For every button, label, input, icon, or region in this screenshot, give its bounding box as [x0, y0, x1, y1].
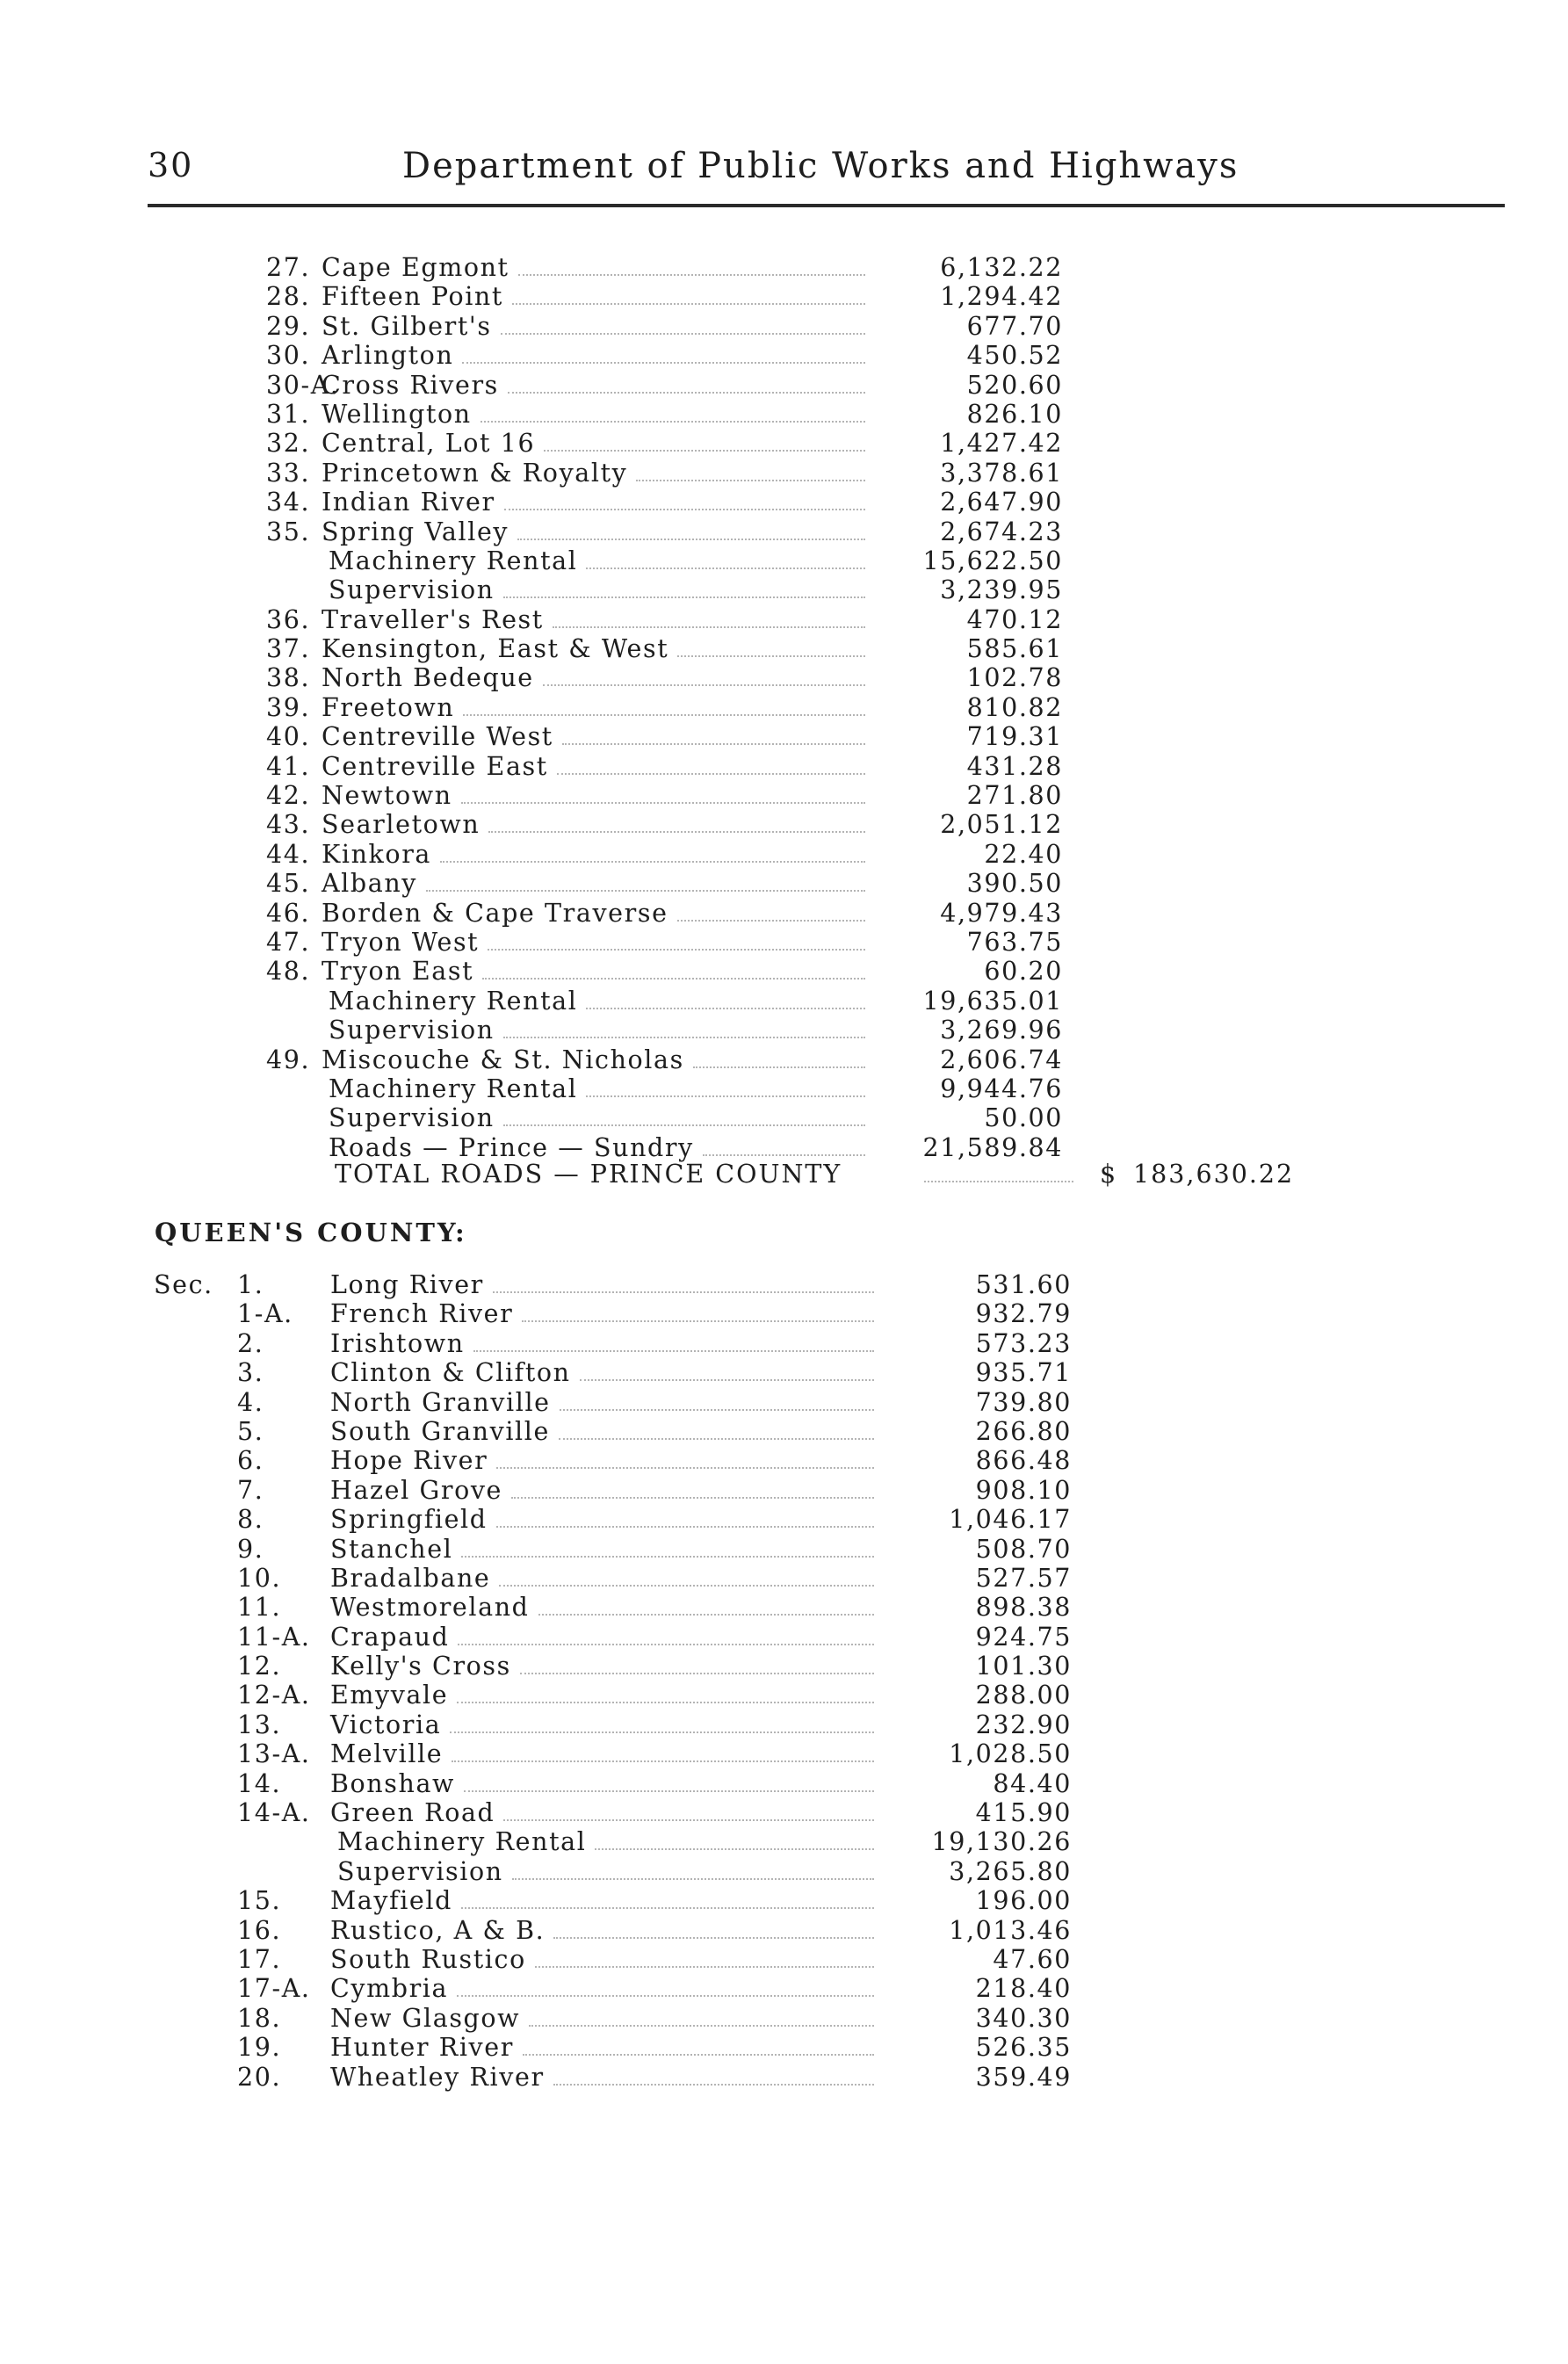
table-row	[0, 869, 1568, 898]
table-row	[0, 400, 1568, 429]
dot-leader	[517, 539, 865, 540]
dot-leader	[553, 626, 865, 628]
road-amount: 531.60	[975, 1270, 1072, 1299]
road-amount: 573.23	[975, 1328, 1072, 1358]
table-row	[0, 1388, 1568, 1417]
road-name: Emyvale	[330, 1681, 449, 1710]
dot-leader	[586, 1008, 865, 1009]
dot-leader	[503, 1037, 865, 1038]
page-number: 30	[148, 146, 194, 184]
road-number: 13-A.	[237, 1739, 311, 1769]
road-amount: 102.78	[966, 663, 1063, 693]
dot-leader	[512, 1878, 874, 1880]
dot-leader	[457, 1702, 874, 1703]
road-amount: 908.10	[975, 1475, 1072, 1505]
road-name: New Glasgow	[330, 2003, 521, 2033]
road-number: 38.	[266, 663, 311, 693]
dot-leader	[450, 1731, 874, 1733]
road-number: 34.	[266, 488, 311, 517]
road-name: Roads — Prince — Sundry	[329, 1132, 694, 1162]
road-number: 20.	[237, 2062, 282, 2092]
dot-leader	[482, 978, 865, 980]
road-name: Westmoreland	[330, 1593, 530, 1623]
road-name: Tryon East	[322, 957, 474, 987]
table-row	[0, 1299, 1568, 1328]
road-amount: 266.80	[975, 1416, 1072, 1446]
road-amount: 3,265.80	[949, 1856, 1072, 1886]
road-amount: 527.57	[975, 1563, 1072, 1593]
road-number: 15.	[237, 1886, 282, 1916]
dot-leader	[457, 1995, 874, 1997]
table-row	[0, 1133, 1568, 1162]
dot-leader	[503, 1819, 874, 1821]
road-number: 43.	[266, 810, 311, 840]
road-amount: 3,239.95	[940, 575, 1063, 605]
table-row	[0, 810, 1568, 839]
road-name: Wellington	[322, 399, 472, 429]
total-label: TOTAL ROADS — PRINCE COUNTY	[335, 1160, 842, 1189]
road-number: 18.	[237, 2003, 282, 2033]
road-amount: 3,378.61	[940, 458, 1063, 488]
road-number: 28.	[266, 282, 311, 312]
road-number: 41.	[266, 751, 311, 781]
road-name: Supervision	[329, 1103, 495, 1133]
road-name: Hunter River	[330, 2033, 514, 2063]
road-name: French River	[330, 1299, 514, 1329]
road-amount: 271.80	[966, 781, 1063, 811]
road-name: Supervision	[329, 1016, 495, 1045]
table-row	[0, 341, 1568, 370]
road-amount: 2,674.23	[940, 517, 1063, 546]
running-title: Department of Public Works and Highways	[402, 146, 1239, 186]
road-amount: 218.40	[975, 1974, 1072, 2004]
dot-leader	[493, 1291, 874, 1293]
road-amount: 390.50	[966, 869, 1063, 899]
road-name: Irishtown	[330, 1328, 465, 1358]
table-row	[0, 546, 1568, 575]
currency-symbol: $	[1100, 1160, 1118, 1189]
dot-leader	[693, 1066, 865, 1068]
prince-county-total-row	[0, 1160, 1568, 1191]
road-number: 2.	[237, 1328, 264, 1358]
road-amount: 22.40	[984, 839, 1063, 869]
road-number: 17.	[237, 1944, 282, 1974]
road-name: Machinery Rental	[329, 546, 578, 575]
road-amount: 470.12	[966, 604, 1063, 634]
road-number: 9.	[237, 1534, 264, 1564]
dot-leader	[440, 861, 865, 863]
road-amount: 47.60	[993, 1944, 1072, 1974]
road-name: North Bedeque	[322, 663, 534, 693]
table-row	[0, 2033, 1568, 2062]
dot-leader	[488, 831, 865, 833]
road-name: Supervision	[337, 1856, 503, 1886]
dot-leader	[522, 1320, 874, 1322]
dot-leader	[426, 890, 865, 892]
dot-leader	[464, 1790, 874, 1792]
road-amount: 935.71	[975, 1358, 1072, 1388]
table-row	[0, 459, 1568, 488]
road-name: Green Road	[330, 1798, 495, 1828]
road-number: 44.	[266, 839, 311, 869]
table-row	[0, 1857, 1568, 1886]
road-number: 16.	[237, 1915, 282, 1945]
dot-leader	[496, 1526, 874, 1528]
road-name: Centreville East	[322, 751, 548, 781]
dot-leader	[508, 392, 865, 394]
queens-county-roads-list	[0, 1270, 1568, 2092]
road-name: Mayfield	[330, 1886, 452, 1916]
road-name: Hazel Grove	[330, 1475, 503, 1505]
dot-leader	[560, 1409, 874, 1411]
road-name: Arlington	[322, 341, 454, 371]
road-name: Cymbria	[330, 1974, 449, 2004]
table-row	[0, 1945, 1568, 1974]
road-amount: 763.75	[966, 927, 1063, 957]
road-name: Kinkora	[322, 839, 432, 869]
road-number: 11-A.	[237, 1622, 311, 1652]
road-name: Kelly's Cross	[330, 1652, 511, 1681]
road-amount: 1,013.46	[949, 1915, 1072, 1945]
table-row	[0, 693, 1568, 722]
road-number: 14-A.	[237, 1798, 311, 1828]
table-row	[0, 429, 1568, 458]
table-row	[0, 1886, 1568, 1915]
table-row	[0, 605, 1568, 634]
road-amount: 288.00	[975, 1681, 1072, 1710]
road-number: 31.	[266, 399, 311, 429]
road-number: 8.	[237, 1505, 264, 1535]
table-row	[0, 1446, 1568, 1475]
dot-leader	[580, 1379, 874, 1381]
table-row	[0, 371, 1568, 400]
road-number: 6.	[237, 1446, 264, 1476]
table-row	[0, 840, 1568, 869]
road-name: Cross Rivers	[322, 370, 499, 400]
road-name: Stanchel	[330, 1534, 453, 1564]
road-amount: 2,606.74	[940, 1045, 1063, 1074]
road-number: 3.	[237, 1358, 264, 1388]
road-amount: 101.30	[975, 1652, 1072, 1681]
dot-leader	[924, 1181, 1073, 1182]
dot-leader	[557, 773, 865, 775]
dot-leader	[512, 303, 865, 305]
table-row	[0, 2063, 1568, 2092]
dot-leader	[488, 949, 865, 951]
road-name: St. Gilbert's	[322, 311, 492, 341]
road-number: 14.	[237, 1768, 282, 1798]
dot-leader	[595, 1848, 874, 1850]
road-number: 42.	[266, 781, 311, 811]
road-number: 33.	[266, 458, 311, 488]
dot-leader	[677, 920, 865, 922]
road-amount: 21,589.84	[922, 1132, 1063, 1162]
dot-leader	[553, 2084, 874, 2086]
table-row	[0, 987, 1568, 1016]
dot-leader	[511, 1497, 874, 1499]
road-name: Spring Valley	[322, 517, 509, 546]
road-number: 36.	[266, 604, 311, 634]
dot-leader	[703, 1154, 865, 1156]
table-row	[0, 781, 1568, 810]
road-name: Supervision	[329, 575, 495, 605]
road-number: 11.	[237, 1593, 282, 1623]
road-amount: 359.49	[975, 2062, 1072, 2092]
road-name: Albany	[322, 869, 417, 899]
table-row	[0, 752, 1568, 781]
road-number: 45.	[266, 869, 311, 899]
dot-leader	[461, 1907, 874, 1909]
dot-leader	[452, 1760, 874, 1762]
table-row	[0, 253, 1568, 282]
road-number: 47.	[266, 927, 311, 957]
road-name: Central, Lot 16	[322, 429, 536, 459]
road-name: Borden & Cape Traverse	[322, 898, 668, 928]
dot-leader	[503, 1124, 865, 1126]
dot-leader	[518, 274, 865, 276]
dot-leader	[458, 1644, 874, 1645]
table-row	[0, 928, 1568, 957]
dot-leader	[523, 2054, 874, 2056]
road-name: Machinery Rental	[337, 1827, 587, 1857]
road-number: 5.	[237, 1416, 264, 1446]
road-name: Centreville West	[322, 722, 553, 752]
road-amount: 196.00	[975, 1886, 1072, 1916]
road-amount: 415.90	[975, 1798, 1072, 1828]
road-amount: 866.48	[975, 1446, 1072, 1476]
road-number: 12.	[237, 1652, 282, 1681]
road-number: 30.	[266, 341, 311, 371]
table-row	[0, 1358, 1568, 1387]
road-number: 35.	[266, 517, 311, 546]
road-number: 1.	[237, 1270, 264, 1299]
road-number: 27.	[266, 253, 311, 282]
road-amount: 60.20	[984, 957, 1063, 987]
section-prefix: Sec.	[154, 1270, 213, 1299]
road-amount: 1,028.50	[949, 1739, 1072, 1769]
dot-leader	[535, 1966, 874, 1968]
road-amount: 50.00	[984, 1103, 1063, 1133]
road-number: 7.	[237, 1475, 264, 1505]
table-row	[0, 1827, 1568, 1856]
road-name: Fifteen Point	[322, 282, 503, 312]
road-number: 32.	[266, 429, 311, 459]
table-row	[0, 1417, 1568, 1446]
road-amount: 2,051.12	[940, 810, 1063, 840]
table-row	[0, 722, 1568, 751]
road-name: South Granville	[330, 1416, 550, 1446]
road-name: Traveller's Rest	[322, 604, 544, 634]
road-number: 29.	[266, 311, 311, 341]
road-number: 39.	[266, 692, 311, 722]
table-row	[0, 634, 1568, 663]
road-number: 1-A.	[237, 1299, 293, 1329]
road-amount: 826.10	[966, 399, 1063, 429]
table-row	[0, 312, 1568, 341]
road-name: Long River	[330, 1270, 484, 1299]
table-row	[0, 1623, 1568, 1652]
dot-leader	[463, 714, 865, 716]
road-amount: 6,132.22	[940, 253, 1063, 282]
table-row	[0, 1681, 1568, 1710]
road-name: Bradalbane	[330, 1563, 491, 1593]
table-row	[0, 899, 1568, 928]
road-name: Freetown	[322, 692, 455, 722]
road-amount: 719.31	[966, 722, 1063, 752]
road-name: Clinton & Clifton	[330, 1358, 571, 1388]
table-row	[0, 1798, 1568, 1827]
road-name: Victoria	[330, 1710, 442, 1739]
dot-leader	[461, 802, 865, 804]
road-number: 46.	[266, 898, 311, 928]
table-row	[0, 1329, 1568, 1358]
table-row	[0, 1505, 1568, 1534]
road-number: 4.	[237, 1387, 264, 1417]
road-amount: 19,635.01	[922, 986, 1063, 1016]
dot-leader	[636, 480, 865, 481]
table-row	[0, 1074, 1568, 1103]
table-row	[0, 1103, 1568, 1132]
table-row	[0, 1593, 1568, 1622]
road-amount: 1,427.42	[940, 429, 1063, 459]
road-amount: 898.38	[975, 1593, 1072, 1623]
road-amount: 431.28	[966, 751, 1063, 781]
road-name: Wheatley River	[330, 2062, 545, 2092]
road-amount: 84.40	[993, 1768, 1072, 1798]
road-name: Kensington, East & West	[322, 634, 669, 664]
road-amount: 526.35	[975, 2033, 1072, 2063]
dot-leader	[501, 333, 865, 335]
dot-leader	[462, 362, 865, 364]
road-name: North Granville	[330, 1387, 551, 1417]
table-row	[0, 1916, 1568, 1945]
dot-leader	[496, 1467, 874, 1469]
table-row	[0, 663, 1568, 692]
dot-leader	[520, 1673, 874, 1674]
road-name: Machinery Rental	[329, 1074, 578, 1103]
road-name: South Rustico	[330, 1944, 526, 1974]
road-name: Newtown	[322, 781, 452, 811]
table-row	[0, 1710, 1568, 1739]
header-rule	[148, 204, 1505, 207]
road-name: Crapaud	[330, 1622, 450, 1652]
dot-leader	[543, 684, 865, 686]
page-header	[148, 139, 1505, 192]
table-row	[0, 1652, 1568, 1681]
table-row	[0, 282, 1568, 311]
dot-leader	[481, 421, 865, 423]
road-name: Machinery Rental	[329, 986, 578, 1016]
road-amount: 232.90	[975, 1710, 1072, 1739]
road-amount: 15,622.50	[922, 546, 1063, 575]
road-number: 10.	[237, 1563, 282, 1593]
dot-leader	[677, 655, 865, 657]
road-number: 17-A.	[237, 1974, 311, 2004]
total-amount: 183,630.22	[1133, 1160, 1295, 1189]
road-amount: 677.70	[966, 311, 1063, 341]
dot-leader	[503, 596, 865, 598]
road-amount: 585.61	[966, 634, 1063, 664]
road-name: Melville	[330, 1739, 444, 1769]
road-number: 30-A.	[266, 370, 340, 400]
dot-leader	[461, 1556, 874, 1558]
table-row	[0, 1045, 1568, 1074]
table-row	[0, 1535, 1568, 1564]
dot-leader	[544, 450, 865, 452]
dot-leader	[473, 1350, 874, 1352]
road-name: Hope River	[330, 1446, 488, 1476]
road-name: Cape Egmont	[322, 253, 509, 282]
road-amount: 810.82	[966, 692, 1063, 722]
table-row	[0, 1974, 1568, 2003]
road-amount: 932.79	[975, 1299, 1072, 1329]
table-row	[0, 517, 1568, 546]
dot-leader	[586, 568, 865, 569]
dot-leader	[538, 1614, 874, 1616]
road-amount: 4,979.43	[940, 898, 1063, 928]
table-row	[0, 1769, 1568, 1798]
road-number: 19.	[237, 2033, 282, 2063]
table-row	[0, 1016, 1568, 1045]
table-row	[0, 1270, 1568, 1299]
table-row	[0, 2004, 1568, 2033]
road-amount: 340.30	[975, 2003, 1072, 2033]
road-amount: 19,130.26	[931, 1827, 1072, 1857]
road-amount: 508.70	[975, 1534, 1072, 1564]
table-row	[0, 488, 1568, 517]
road-name: Princetown & Royalty	[322, 458, 628, 488]
road-name: Searletown	[322, 810, 481, 840]
road-number: 37.	[266, 634, 311, 664]
queens-county-heading: QUEEN'S COUNTY:	[155, 1218, 467, 1247]
dot-leader	[499, 1585, 874, 1587]
table-row	[0, 1739, 1568, 1768]
road-name: Rustico, A & B.	[330, 1915, 546, 1945]
road-amount: 924.75	[975, 1622, 1072, 1652]
table-row	[0, 575, 1568, 604]
road-name: Tryon West	[322, 927, 480, 957]
road-amount: 450.52	[966, 341, 1063, 371]
dot-leader	[559, 1438, 874, 1440]
table-row	[0, 1564, 1568, 1593]
table-row	[0, 1476, 1568, 1505]
road-amount: 3,269.96	[940, 1016, 1063, 1045]
road-amount: 9,944.76	[940, 1074, 1063, 1103]
road-amount: 739.80	[975, 1387, 1072, 1417]
road-name: Springfield	[330, 1505, 488, 1535]
dot-leader	[529, 2025, 874, 2027]
road-number: 48.	[266, 957, 311, 987]
table-row	[0, 957, 1568, 986]
dot-leader	[553, 1937, 874, 1939]
dot-leader	[586, 1095, 865, 1097]
road-name: Bonshaw	[330, 1768, 456, 1798]
dot-leader	[504, 509, 865, 510]
dot-leader	[562, 743, 865, 745]
road-amount: 520.60	[966, 370, 1063, 400]
road-name: Indian River	[322, 488, 495, 517]
prince-county-roads-list	[0, 253, 1568, 1162]
road-number: 49.	[266, 1045, 311, 1074]
road-amount: 2,647.90	[940, 488, 1063, 517]
road-number: 40.	[266, 722, 311, 752]
road-number: 13.	[237, 1710, 282, 1739]
road-number: 12-A.	[237, 1681, 311, 1710]
road-amount: 1,294.42	[940, 282, 1063, 312]
road-name: Miscouche & St. Nicholas	[322, 1045, 684, 1074]
road-amount: 1,046.17	[949, 1505, 1072, 1535]
